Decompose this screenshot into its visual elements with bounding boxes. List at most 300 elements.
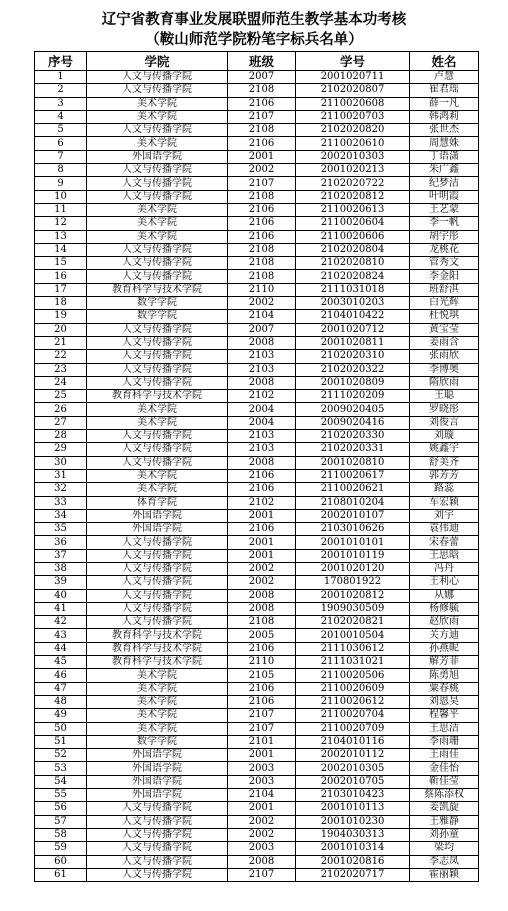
row-name: 隋欣雨: [410, 376, 479, 389]
row-index: 44: [35, 642, 87, 655]
row-class: 2106: [228, 483, 296, 496]
table-row: [35, 456, 479, 469]
row-index: 23: [35, 363, 87, 376]
row-index: 53: [35, 762, 87, 775]
row-class: 2008: [228, 376, 296, 389]
row-index: 30: [35, 456, 87, 469]
table-row: [35, 84, 479, 97]
row-name: 白光辉: [410, 297, 479, 310]
row-name: 张雨欣: [410, 350, 479, 363]
row-name: 关方迪: [410, 629, 479, 642]
row-college: 人文与传播学院: [87, 576, 228, 589]
row-index: 12: [35, 217, 87, 230]
row-college: 人文与传播学院: [87, 243, 228, 256]
row-name: 崔君瑶: [410, 84, 479, 97]
row-index: 18: [35, 297, 87, 310]
row-student-id: 2001010314: [296, 842, 410, 855]
table-row: [35, 549, 479, 562]
row-class: 2002: [228, 815, 296, 828]
row-name: 李博奥: [410, 363, 479, 376]
row-index: 55: [35, 789, 87, 802]
row-college: 人文与传播学院: [87, 124, 228, 137]
row-class: 2108: [228, 124, 296, 137]
row-student-id: 2001010101: [296, 536, 410, 549]
row-index: 7: [35, 150, 87, 163]
row-name: 梁均: [410, 842, 479, 855]
table-row: [35, 695, 479, 708]
row-name: 姚鑫宇: [410, 443, 479, 456]
row-index: 9: [35, 177, 87, 190]
row-college: 人文与传播学院: [87, 376, 228, 389]
row-index: 20: [35, 323, 87, 336]
row-student-id: 1904030313: [296, 828, 410, 841]
row-class: 2106: [228, 137, 296, 150]
row-name: 杨修毓: [410, 602, 479, 615]
row-name: 龙桃花: [410, 243, 479, 256]
row-name: 胡宇彤: [410, 230, 479, 243]
row-student-id: 2111031018: [296, 283, 410, 296]
table-row: [35, 682, 479, 695]
row-class: 2110: [228, 656, 296, 669]
row-index: 38: [35, 562, 87, 575]
row-student-id: 2102020310: [296, 350, 410, 363]
row-college: 美术学院: [87, 97, 228, 110]
row-class: 2002: [228, 828, 296, 841]
row-student-id: 2001020120: [296, 562, 410, 575]
row-college: 人文与传播学院: [87, 589, 228, 602]
row-class: 2005: [228, 629, 296, 642]
row-class: 2001: [228, 749, 296, 762]
row-student-id: 2001020711: [296, 71, 410, 84]
row-class: 2108: [228, 243, 296, 256]
row-index: 15: [35, 257, 87, 270]
row-index: 47: [35, 682, 87, 695]
row-name: 从娜: [410, 589, 479, 602]
row-index: 36: [35, 536, 87, 549]
row-index: 3: [35, 97, 87, 110]
row-class: 2106: [228, 230, 296, 243]
row-name: 丁语潇: [410, 150, 479, 163]
row-student-id: 2110020612: [296, 695, 410, 708]
row-index: 41: [35, 602, 87, 615]
row-index: 57: [35, 815, 87, 828]
row-index: 34: [35, 509, 87, 522]
row-index: 56: [35, 802, 87, 815]
row-index: 51: [35, 735, 87, 748]
table-row: [35, 390, 479, 403]
row-college: 美术学院: [87, 669, 228, 682]
row-index: 61: [35, 868, 87, 881]
row-student-id: 2001010119: [296, 549, 410, 562]
table-row: [35, 842, 479, 855]
row-class: 2106: [228, 469, 296, 482]
row-student-id: 2001020712: [296, 323, 410, 336]
row-class: 2108: [228, 616, 296, 629]
row-name: 袁伟迪: [410, 523, 479, 536]
row-name: 舒美齐: [410, 456, 479, 469]
row-name: 卢慧: [410, 71, 479, 84]
row-college: 美术学院: [87, 203, 228, 216]
table-row: [35, 828, 479, 841]
row-class: 2106: [228, 682, 296, 695]
row-class: 2107: [228, 177, 296, 190]
row-index: 28: [35, 430, 87, 443]
row-student-id: 2110020703: [296, 110, 410, 123]
row-index: 10: [35, 190, 87, 203]
row-class: 2106: [228, 203, 296, 216]
row-index: 21: [35, 336, 87, 349]
row-class: 2003: [228, 775, 296, 788]
row-college: 美术学院: [87, 695, 228, 708]
page-subtitle: （鞍山师范学院粉笔字标兵名单）: [145, 32, 363, 48]
table-row: [35, 576, 479, 589]
table-row: [35, 190, 479, 203]
row-college: 人文与传播学院: [87, 71, 228, 84]
row-student-id: 2102020722: [296, 177, 410, 190]
row-student-id: 2110020617: [296, 469, 410, 482]
row-class: 2107: [228, 722, 296, 735]
row-college: 人文与传播学院: [87, 257, 228, 270]
table-row: [35, 775, 479, 788]
row-index: 59: [35, 842, 87, 855]
row-name: 薛一凡: [410, 97, 479, 110]
row-college: 美术学院: [87, 709, 228, 722]
row-college: 人文与传播学院: [87, 842, 228, 855]
row-index: 45: [35, 656, 87, 669]
row-student-id: 2001010230: [296, 815, 410, 828]
row-college: 外国语学院: [87, 509, 228, 522]
row-class: 2102: [228, 496, 296, 509]
table-row: [35, 137, 479, 150]
row-index: 49: [35, 709, 87, 722]
row-index: 26: [35, 403, 87, 416]
row-class: 2008: [228, 336, 296, 349]
table-row: [35, 230, 479, 243]
row-class: 2105: [228, 669, 296, 682]
row-class: 2003: [228, 842, 296, 855]
row-student-id: 2110020609: [296, 682, 410, 695]
row-college: 外国语学院: [87, 150, 228, 163]
row-college: 人文与传播学院: [87, 549, 228, 562]
row-college: 外国语学院: [87, 762, 228, 775]
row-college: 人文与传播学院: [87, 536, 228, 549]
table-row: [35, 509, 479, 522]
row-college: 美术学院: [87, 230, 228, 243]
row-college: 人文与传播学院: [87, 270, 228, 283]
row-index: 52: [35, 749, 87, 762]
row-class: 2103: [228, 443, 296, 456]
row-name: 金佳怡: [410, 762, 479, 775]
page-title: 辽宁省教育事业发展联盟师范生教学基本功考核: [101, 12, 407, 28]
row-name: 李雨珊: [410, 735, 479, 748]
row-student-id: 2001020812: [296, 589, 410, 602]
row-index: 14: [35, 243, 87, 256]
row-name: 陈勇旭: [410, 669, 479, 682]
row-student-id: 2110020506: [296, 669, 410, 682]
row-college: 人文与传播学院: [87, 363, 228, 376]
row-index: 37: [35, 549, 87, 562]
row-class: 2108: [228, 190, 296, 203]
row-college: 美术学院: [87, 217, 228, 230]
table-row: [35, 669, 479, 682]
row-student-id: 2009020405: [296, 403, 410, 416]
table-row: [35, 536, 479, 549]
table-row: [35, 257, 479, 270]
row-name: 王思洁: [410, 722, 479, 735]
row-college: 人文与传播学院: [87, 456, 228, 469]
row-student-id: 170801922: [296, 576, 410, 589]
row-college: 人文与传播学院: [87, 84, 228, 97]
table-row: [35, 802, 479, 815]
row-college: 人文与传播学院: [87, 350, 228, 363]
row-student-id: 2110020709: [296, 722, 410, 735]
row-student-id: 2104010116: [296, 735, 410, 748]
row-student-id: 2002010305: [296, 762, 410, 775]
row-name: 刘俊言: [410, 416, 479, 429]
header-class: 班级: [228, 52, 296, 71]
row-class: 2101: [228, 735, 296, 748]
row-index: 4: [35, 110, 87, 123]
row-index: 6: [35, 137, 87, 150]
row-index: 48: [35, 695, 87, 708]
row-index: 17: [35, 283, 87, 296]
row-name: 罗晓彤: [410, 403, 479, 416]
row-index: 11: [35, 203, 87, 216]
row-name: 杜悦琪: [410, 310, 479, 323]
row-student-id: 2102020812: [296, 190, 410, 203]
table-row: [35, 336, 479, 349]
row-student-id: 2111030612: [296, 642, 410, 655]
row-name: 路蕊: [410, 483, 479, 496]
row-class: 2001: [228, 536, 296, 549]
table-header-row: [35, 52, 479, 71]
table-row: [35, 124, 479, 137]
table-row: [35, 735, 479, 748]
row-college: 数学学院: [87, 297, 228, 310]
table-row: [35, 762, 479, 775]
row-name: 蔡陈添权: [410, 789, 479, 802]
row-college: 人文与传播学院: [87, 616, 228, 629]
table-row: [35, 164, 479, 177]
row-name: 王思晗: [410, 549, 479, 562]
row-name: 王雨佳: [410, 749, 479, 762]
row-college: 人文与传播学院: [87, 177, 228, 190]
table-row: [35, 297, 479, 310]
table-row: [35, 71, 479, 84]
row-student-id: 2001020213: [296, 164, 410, 177]
row-name: 孙燕昵: [410, 642, 479, 655]
row-name: 刘璇: [410, 430, 479, 443]
table-row: [35, 203, 479, 216]
table-row: [35, 562, 479, 575]
row-name: 郭芳芳: [410, 469, 479, 482]
row-index: 2: [35, 84, 87, 97]
row-student-id: 2002010107: [296, 509, 410, 522]
row-student-id: 1909030509: [296, 602, 410, 615]
row-index: 31: [35, 469, 87, 482]
row-student-id: 2002010303: [296, 150, 410, 163]
row-student-id: 2102020331: [296, 443, 410, 456]
table-row: [35, 243, 479, 256]
row-name: 李一帆: [410, 217, 479, 230]
row-index: 1: [35, 71, 87, 84]
row-name: 程馨平: [410, 709, 479, 722]
row-index: 58: [35, 828, 87, 841]
table-row: [35, 283, 479, 296]
table-row: [35, 855, 479, 868]
table-row: [35, 443, 479, 456]
row-name: 黄宝莹: [410, 323, 479, 336]
table-row: [35, 177, 479, 190]
row-class: 2003: [228, 762, 296, 775]
table-row: [35, 496, 479, 509]
row-name: 粟春桃: [410, 682, 479, 695]
row-college: 人文与传播学院: [87, 868, 228, 881]
row-index: 35: [35, 523, 87, 536]
row-index: 50: [35, 722, 87, 735]
row-student-id: 2102020804: [296, 243, 410, 256]
row-college: 人文与传播学院: [87, 562, 228, 575]
row-name: 姜凯旋: [410, 802, 479, 815]
row-name: 李志凤: [410, 855, 479, 868]
table-row: [35, 709, 479, 722]
table-row: [35, 642, 479, 655]
row-class: 2103: [228, 430, 296, 443]
row-name: 朱广鑫: [410, 164, 479, 177]
row-class: 2106: [228, 695, 296, 708]
row-index: 33: [35, 496, 87, 509]
row-class: 2008: [228, 589, 296, 602]
row-index: 16: [35, 270, 87, 283]
header-name: 姓名: [410, 52, 479, 71]
row-name: 姜雨含: [410, 336, 479, 349]
row-student-id: 2108010204: [296, 496, 410, 509]
row-class: 2108: [228, 270, 296, 283]
table-row: [35, 150, 479, 163]
row-student-id: 2110020621: [296, 483, 410, 496]
table-row: [35, 602, 479, 615]
row-class: 2103: [228, 363, 296, 376]
row-class: 2004: [228, 403, 296, 416]
row-index: 46: [35, 669, 87, 682]
row-class: 2103: [228, 350, 296, 363]
row-name: 叶明霞: [410, 190, 479, 203]
row-name: 王利心: [410, 576, 479, 589]
table-row: [35, 483, 479, 496]
row-name: 张世杰: [410, 124, 479, 137]
row-college: 体育学院: [87, 496, 228, 509]
row-student-id: 2110020608: [296, 97, 410, 110]
row-college: 美术学院: [87, 722, 228, 735]
row-index: 32: [35, 483, 87, 496]
row-student-id: 2102020824: [296, 270, 410, 283]
row-college: 人文与传播学院: [87, 443, 228, 456]
row-student-id: 2103010626: [296, 523, 410, 536]
row-name: 刘恩昊: [410, 695, 479, 708]
roster-table: [34, 51, 479, 882]
row-class: 2001: [228, 549, 296, 562]
row-student-id: 2002010705: [296, 775, 410, 788]
row-student-id: 2110020704: [296, 709, 410, 722]
table-row: [35, 376, 479, 389]
table-row: [35, 589, 479, 602]
row-name: 宋春蕾: [410, 536, 479, 549]
row-class: 2110: [228, 283, 296, 296]
row-class: 2106: [228, 217, 296, 230]
row-index: 8: [35, 164, 87, 177]
row-name: 赵欣雨: [410, 616, 479, 629]
row-class: 2007: [228, 323, 296, 336]
row-name: 刘孙童: [410, 828, 479, 841]
row-college: 数学学院: [87, 735, 228, 748]
row-name: 王艺蒙: [410, 203, 479, 216]
table-row: [35, 430, 479, 443]
row-class: 2008: [228, 855, 296, 868]
row-college: 人文与传播学院: [87, 602, 228, 615]
row-name: 班舒淇: [410, 283, 479, 296]
row-class: 2007: [228, 71, 296, 84]
row-college: 教育科学与技术学院: [87, 656, 228, 669]
table-row: [35, 629, 479, 642]
row-index: 40: [35, 589, 87, 602]
row-student-id: 2110020613: [296, 203, 410, 216]
row-name: 霍丽颖: [410, 868, 479, 881]
row-name: 刘宇: [410, 509, 479, 522]
row-college: 人文与传播学院: [87, 828, 228, 841]
row-college: 美术学院: [87, 110, 228, 123]
row-student-id: 2001020811: [296, 336, 410, 349]
row-college: 人文与传播学院: [87, 323, 228, 336]
table-row: [35, 310, 479, 323]
row-class: 2002: [228, 164, 296, 177]
table-row: [35, 363, 479, 376]
row-student-id: 2002010112: [296, 749, 410, 762]
row-name: 韩鸿莉: [410, 110, 479, 123]
row-class: 2104: [228, 310, 296, 323]
row-student-id: 2111031021: [296, 656, 410, 669]
row-college: 美术学院: [87, 483, 228, 496]
row-student-id: 2110020606: [296, 230, 410, 243]
row-college: 人文与传播学院: [87, 815, 228, 828]
row-college: 美术学院: [87, 682, 228, 695]
table-row: [35, 110, 479, 123]
row-student-id: 2001010113: [296, 802, 410, 815]
row-college: 外国语学院: [87, 749, 228, 762]
row-class: 2001: [228, 150, 296, 163]
table-row: [35, 323, 479, 336]
row-index: 19: [35, 310, 87, 323]
row-student-id: 2111020209: [296, 390, 410, 403]
row-college: 教育科学与技术学院: [87, 283, 228, 296]
row-college: 人文与传播学院: [87, 855, 228, 868]
row-college: 人文与传播学院: [87, 190, 228, 203]
row-class: 2002: [228, 576, 296, 589]
row-student-id: 2103010423: [296, 789, 410, 802]
table-row: [35, 97, 479, 110]
row-college: 美术学院: [87, 469, 228, 482]
row-college: 美术学院: [87, 416, 228, 429]
row-college: 教育科学与技术学院: [87, 390, 228, 403]
row-class: 2107: [228, 709, 296, 722]
row-college: 人文与传播学院: [87, 164, 228, 177]
row-index: 42: [35, 616, 87, 629]
row-class: 2104: [228, 789, 296, 802]
header-index: 序号: [35, 52, 87, 71]
row-class: 2008: [228, 602, 296, 615]
row-college: 美术学院: [87, 137, 228, 150]
row-class: 2008: [228, 456, 296, 469]
row-name: 管秀文: [410, 257, 479, 270]
